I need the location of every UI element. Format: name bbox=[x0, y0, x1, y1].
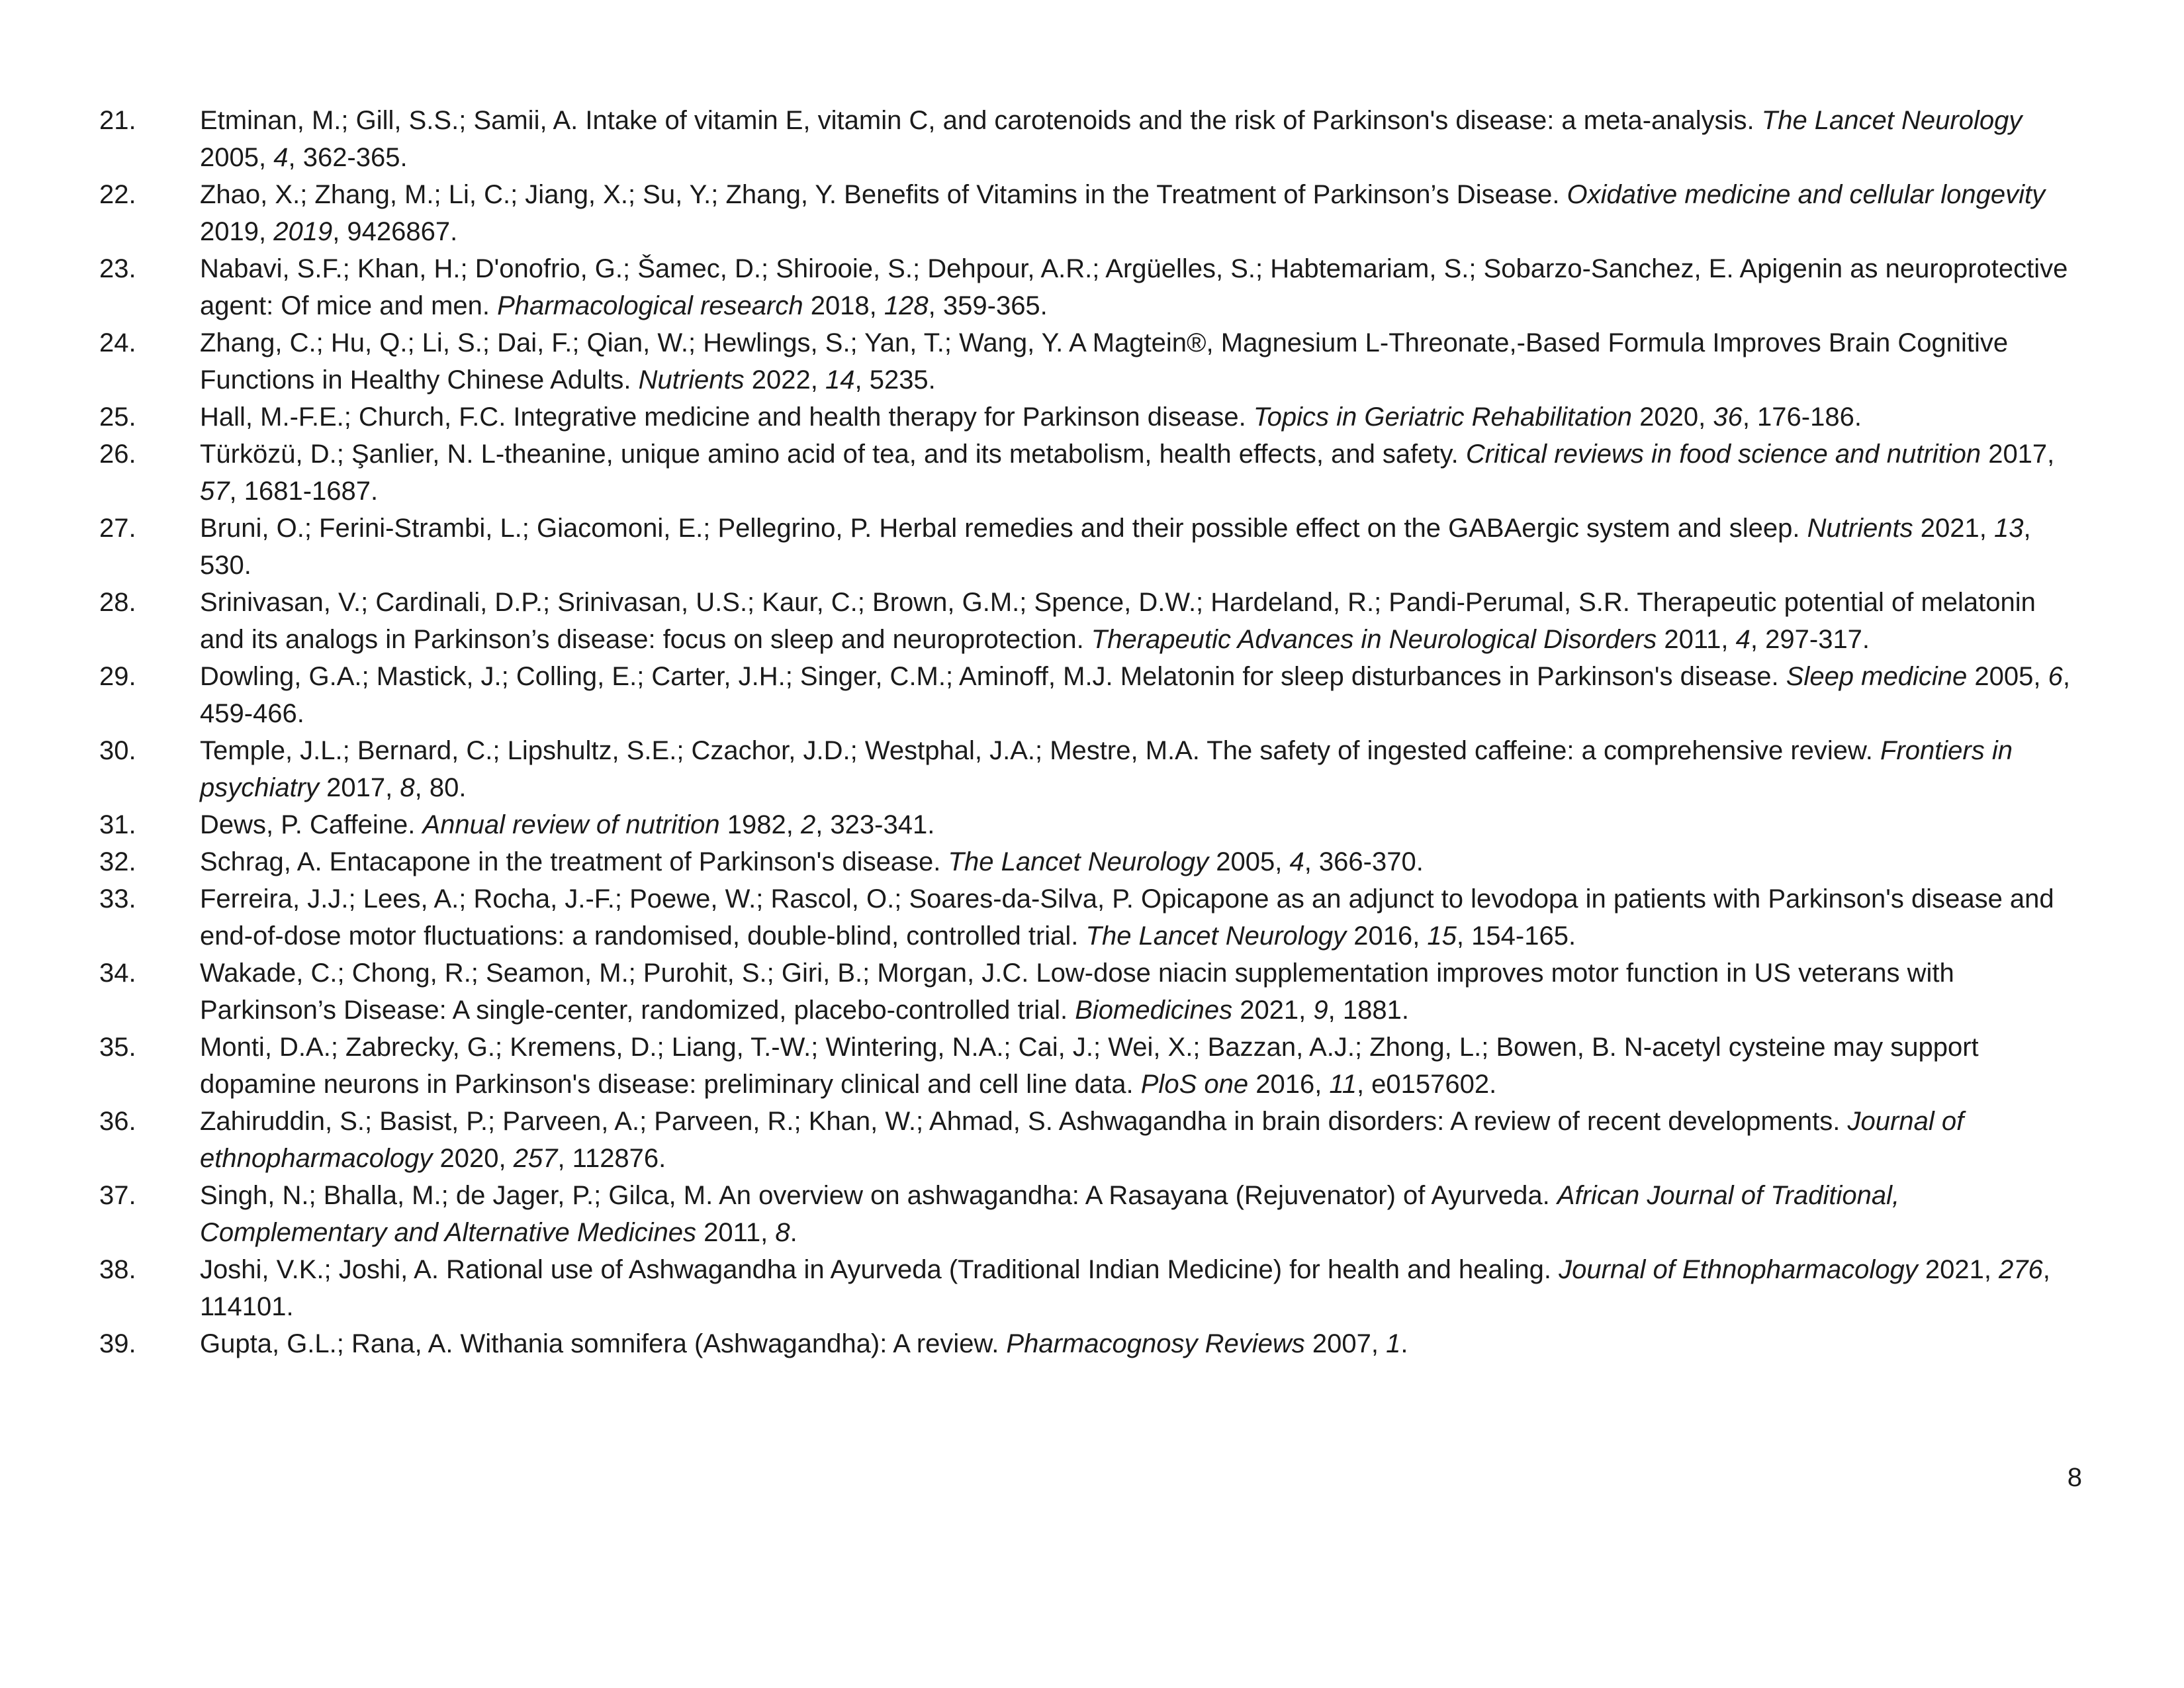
reference-item bbox=[99, 102, 2085, 176]
reference-text-segment: , 459-466. bbox=[200, 662, 2070, 728]
reference-text bbox=[200, 1177, 2085, 1251]
reference-text-segment: 2005, bbox=[1967, 662, 2048, 691]
reference-italic-segment: Therapeutic Advances in Neurological Disorders bbox=[1091, 625, 1657, 654]
reference-number: 24. bbox=[99, 328, 136, 357]
page-number: 8 bbox=[2067, 1463, 2082, 1492]
reference-text-segment: Joshi, V.K.; Joshi, A. Rational use of Ashwagandha in Ayurveda (Traditional Indian Medicine) for health and healing. bbox=[200, 1255, 1559, 1284]
reference-text-segment: . bbox=[1400, 1329, 1408, 1358]
reference-text-segment: Temple, J.L.; Bernard, C.; Lipshultz, S.E.; Czachor, J.D.; Westphal, J.A.; Mestre, M.A. The safety of ingested caffeine: a comprehensive review. bbox=[200, 736, 1880, 765]
reference-text bbox=[200, 510, 2085, 584]
reference-text-segment: 2016, bbox=[1248, 1070, 1330, 1099]
reference-text-segment: 2017, bbox=[1981, 440, 2055, 469]
reference-text-segment: 2021, bbox=[1232, 996, 1314, 1025]
reference-text bbox=[200, 658, 2085, 732]
reference-italic-segment: Critical reviews in food science and nutrition bbox=[1465, 440, 1981, 469]
reference-text-segment: , 297-317. bbox=[1750, 625, 1870, 654]
reference-item bbox=[99, 658, 2085, 732]
reference-item bbox=[99, 436, 2085, 510]
reference-text-segment: , 80. bbox=[414, 773, 467, 802]
reference-number: 35. bbox=[99, 1033, 136, 1062]
reference-text-segment: 2017, bbox=[319, 773, 400, 802]
reference-item bbox=[99, 324, 2085, 399]
reference-italic-segment: PloS one bbox=[1140, 1070, 1249, 1099]
reference-italic-segment: Biomedicines bbox=[1075, 996, 1233, 1025]
reference-text-segment: 2020, bbox=[1632, 402, 1713, 432]
reference-italic-segment: 8 bbox=[400, 773, 415, 802]
reference-text-segment: Monti, D.A.; Zabrecky, G.; Kremens, D.; Liang, T.-W.; Wintering, N.A.; Cai, J.; Wei, X.; Bazzan, A.J.; Zhong, L.; Bowen, B. N-acetyl cysteine may support dopamine neurons in Parkinson's disease: preliminary clinical and cell line data. bbox=[200, 1033, 1979, 1099]
reference-text-segment: , 1881. bbox=[1328, 996, 1409, 1025]
reference-text-segment: 2020, bbox=[432, 1144, 514, 1173]
reference-item bbox=[99, 843, 2085, 880]
reference-number: 31. bbox=[99, 810, 136, 839]
reference-item bbox=[99, 1029, 2085, 1103]
reference-item bbox=[99, 955, 2085, 1029]
reference-italic-segment: The Lancet Neurology bbox=[1085, 921, 1347, 951]
reference-text-segment: , 154-165. bbox=[1456, 921, 1576, 951]
reference-text bbox=[200, 732, 2085, 806]
reference-italic-segment: Pharmacological research bbox=[497, 291, 803, 320]
reference-number: 33. bbox=[99, 884, 136, 914]
reference-italic-segment: 276 bbox=[1999, 1255, 2043, 1284]
reference-text-segment: Zahiruddin, S.; Basist, P.; Parveen, A.; Parveen, R.; Khan, W.; Ahmad, S. Ashwagandha in brain disorders: A review of recent developments. bbox=[200, 1107, 1848, 1136]
reference-number: 36. bbox=[99, 1107, 136, 1136]
reference-number: 26. bbox=[99, 440, 136, 469]
reference-item bbox=[99, 806, 2085, 843]
reference-number: 23. bbox=[99, 254, 136, 283]
reference-text bbox=[200, 1103, 2085, 1177]
reference-italic-segment: Journal of Ethnopharmacology bbox=[1559, 1255, 1918, 1284]
reference-text bbox=[200, 880, 2085, 955]
reference-text-segment: 2021, bbox=[1913, 514, 1994, 543]
reference-text-segment: Etminan, M.; Gill, S.S.; Samii, A. Intake of vitamin E, vitamin C, and carotenoids and the risk of Parkinson's disease: a meta-analysis. bbox=[200, 106, 1762, 135]
reference-text bbox=[200, 955, 2085, 1029]
reference-text bbox=[200, 806, 2085, 843]
reference-italic-segment: 14 bbox=[825, 365, 855, 395]
reference-text-segment: Dews, P. Caffeine. bbox=[200, 810, 423, 839]
reference-italic-segment: Nutrients bbox=[1807, 514, 1913, 543]
reference-text-segment: 2005, bbox=[200, 143, 274, 172]
reference-text-segment: Srinivasan, V.; Cardinali, D.P.; Srinivasan, U.S.; Kaur, C.; Brown, G.M.; Spence, D.W.; Hardeland, R.; Pandi-Perumal, S.R. Therapeutic potential of melatonin and its analogs in Parkinson’s disease: focus on sleep and neuroprotection. bbox=[200, 588, 2036, 654]
reference-text-segment: , 366-370. bbox=[1304, 847, 1424, 876]
reference-italic-segment: Oxidative medicine and cellular longevity bbox=[1567, 180, 2046, 209]
reference-italic-segment: African Journal of Traditional, Complementary and Alternative Medicines bbox=[200, 1181, 1900, 1247]
reference-text bbox=[200, 102, 2085, 176]
reference-italic-segment: 9 bbox=[1313, 996, 1328, 1025]
reference-italic-segment: Pharmacognosy Reviews bbox=[1006, 1329, 1305, 1358]
reference-text-segment: Wakade, C.; Chong, R.; Seamon, M.; Purohit, S.; Giri, B.; Morgan, J.C. Low-dose niacin supplementation improves motor function in US veterans with Parkinson’s Disease: A single-center, randomized, placebo-controlled trial. bbox=[200, 959, 1954, 1025]
reference-italic-segment: 2 bbox=[800, 810, 816, 839]
reference-item bbox=[99, 1325, 2085, 1362]
reference-item bbox=[99, 880, 2085, 955]
reference-item bbox=[99, 1251, 2085, 1325]
reference-text bbox=[200, 324, 2085, 399]
reference-item bbox=[99, 176, 2085, 250]
reference-italic-segment: 57 bbox=[200, 477, 230, 506]
reference-text-segment: 2011, bbox=[1657, 625, 1736, 654]
reference-item bbox=[99, 1177, 2085, 1251]
reference-text bbox=[200, 436, 2085, 510]
reference-text-segment: Singh, N.; Bhalla, M.; de Jager, P.; Gilca, M. An overview on ashwagandha: A Rasayana (Rejuvenator) of Ayurveda. bbox=[200, 1181, 1557, 1210]
reference-italic-segment: The Lancet Neurology bbox=[1761, 106, 2023, 135]
reference-text bbox=[200, 1325, 2085, 1362]
reference-italic-segment: 2019 bbox=[273, 217, 333, 246]
reference-italic-segment: 4 bbox=[1735, 625, 1751, 654]
reference-number: 34. bbox=[99, 959, 136, 988]
reference-italic-segment: 36 bbox=[1713, 402, 1743, 432]
reference-number: 22. bbox=[99, 180, 136, 209]
reference-text-segment: , 362-365. bbox=[288, 143, 408, 172]
reference-text-segment: 2005, bbox=[1208, 847, 1290, 876]
reference-text-segment: , 176-186. bbox=[1742, 402, 1862, 432]
reference-italic-segment: Sleep medicine bbox=[1786, 662, 1968, 691]
reference-number: 21. bbox=[99, 106, 136, 135]
reference-italic-segment: 6 bbox=[2048, 662, 2063, 691]
reference-number: 39. bbox=[99, 1329, 136, 1358]
reference-text-segment: , 5235. bbox=[854, 365, 936, 395]
reference-text-segment: Hall, M.-F.E.; Church, F.C. Integrative medicine and health therapy for Parkinson disease. bbox=[200, 402, 1253, 432]
reference-number: 29. bbox=[99, 662, 136, 691]
reference-item bbox=[99, 732, 2085, 806]
reference-italic-segment: 1 bbox=[1386, 1329, 1401, 1358]
reference-text-segment: Türközü, D.; Şanlier, N. L-theanine, unique amino acid of tea, and its metabolism, health effects, and safety. bbox=[200, 440, 1466, 469]
reference-text bbox=[200, 399, 2085, 436]
reference-text bbox=[200, 1029, 2085, 1103]
reference-text bbox=[200, 584, 2085, 658]
reference-number: 32. bbox=[99, 847, 136, 876]
reference-text-segment: Schrag, A. Entacapone in the treatment of Parkinson's disease. bbox=[200, 847, 948, 876]
reference-number: 37. bbox=[99, 1181, 136, 1210]
reference-number: 38. bbox=[99, 1255, 136, 1284]
reference-text-segment: 2019, bbox=[200, 217, 274, 246]
reference-text bbox=[200, 176, 2085, 250]
reference-text bbox=[200, 250, 2085, 324]
reference-italic-segment: 8 bbox=[775, 1218, 790, 1247]
reference-italic-segment: Annual review of nutrition bbox=[422, 810, 720, 839]
reference-text-segment: , 9426867. bbox=[332, 217, 458, 246]
reference-text-segment: , 359-365. bbox=[928, 291, 1048, 320]
reference-italic-segment: 128 bbox=[884, 291, 929, 320]
reference-text-segment: 2022, bbox=[744, 365, 825, 395]
reference-text-segment: Bruni, O.; Ferini-Strambi, L.; Giacomoni, E.; Pellegrino, P. Herbal remedies and their possible effect on the GABAergic system and sleep. bbox=[200, 514, 1807, 543]
reference-text-segment: , 323-341. bbox=[815, 810, 935, 839]
reference-item bbox=[99, 399, 2085, 436]
reference-text-segment: , 114101. bbox=[200, 1255, 2050, 1321]
reference-item bbox=[99, 510, 2085, 584]
reference-item bbox=[99, 1103, 2085, 1177]
reference-text-segment: , 1681-1687. bbox=[229, 477, 379, 506]
reference-number: 27. bbox=[99, 514, 136, 543]
reference-number: 28. bbox=[99, 588, 136, 617]
reference-italic-segment: Frontiers in psychiatry bbox=[200, 736, 2013, 802]
reference-text-segment: 2018, bbox=[803, 291, 884, 320]
reference-text bbox=[200, 1251, 2085, 1325]
reference-italic-segment: The Lancet Neurology bbox=[948, 847, 1209, 876]
reference-text-segment: 2021, bbox=[1917, 1255, 1999, 1284]
reference-text-segment: , 112876. bbox=[557, 1144, 666, 1173]
reference-list bbox=[99, 102, 2085, 1362]
reference-italic-segment: 4 bbox=[273, 143, 289, 172]
reference-text-segment: Zhao, X.; Zhang, M.; Li, C.; Jiang, X.; Su, Y.; Zhang, Y. Benefits of Vitamins in the Treatment of Parkinson’s Disease. bbox=[200, 180, 1567, 209]
reference-item bbox=[99, 584, 2085, 658]
reference-text-segment: Zhang, C.; Hu, Q.; Li, S.; Dai, F.; Qian, W.; Hewlings, S.; Yan, T.; Wang, Y. A Magtein®, Magnesium L-Threonate,-Based Formula Improves Brain Cognitive Functions in Healthy Chinese Adults. bbox=[200, 328, 2009, 395]
reference-text-segment: , e0157602. bbox=[1356, 1070, 1497, 1099]
reference-text-segment: Nabavi, S.F.; Khan, H.; D'onofrio, G.; Šamec, D.; Shirooie, S.; Dehpour, A.R.; Argüelles, S.; Habtemariam, S.; Sobarzo-Sanchez, E. Apigenin as neuroprotective agent: Of mice and men. bbox=[200, 254, 2068, 320]
reference-text bbox=[200, 843, 2085, 880]
reference-italic-segment: 11 bbox=[1329, 1070, 1357, 1099]
reference-text-segment: Gupta, G.L.; Rana, A. Withania somnifera (Ashwagandha): A review. bbox=[200, 1329, 1007, 1358]
reference-text-segment: . bbox=[790, 1218, 797, 1247]
reference-italic-segment: 13 bbox=[1993, 514, 2024, 543]
reference-italic-segment: Journal of ethnopharmacology bbox=[200, 1107, 1964, 1173]
reference-number: 25. bbox=[99, 402, 136, 432]
reference-text-segment: , 530. bbox=[200, 514, 2031, 580]
reference-text-segment: 2011, bbox=[696, 1218, 776, 1247]
reference-text-segment: Dowling, G.A.; Mastick, J.; Colling, E.; Carter, J.H.; Singer, C.M.; Aminoff, M.J. Melatonin for sleep disturbances in Parkinson's disease. bbox=[200, 662, 1786, 691]
reference-italic-segment: 4 bbox=[1289, 847, 1304, 876]
reference-text-segment: Ferreira, J.J.; Lees, A.; Rocha, J.-F.; Poewe, W.; Rascol, O.; Soares-da-Silva, P. Opicapone as an adjunct to levodopa in patients with Parkinson's disease and end-of-dose motor fluctuations: a randomised, double-blind, controlled trial. bbox=[200, 884, 2054, 951]
reference-item bbox=[99, 250, 2085, 324]
reference-italic-segment: Nutrients bbox=[638, 365, 745, 395]
reference-text-segment: 2007, bbox=[1304, 1329, 1387, 1358]
reference-italic-segment: Topics in Geriatric Rehabilitation bbox=[1253, 402, 1632, 432]
reference-italic-segment: 257 bbox=[513, 1144, 558, 1173]
reference-text-segment: 1982, bbox=[719, 810, 801, 839]
reference-text-segment: 2016, bbox=[1346, 921, 1428, 951]
reference-number: 30. bbox=[99, 736, 136, 765]
reference-italic-segment: 15 bbox=[1427, 921, 1457, 951]
